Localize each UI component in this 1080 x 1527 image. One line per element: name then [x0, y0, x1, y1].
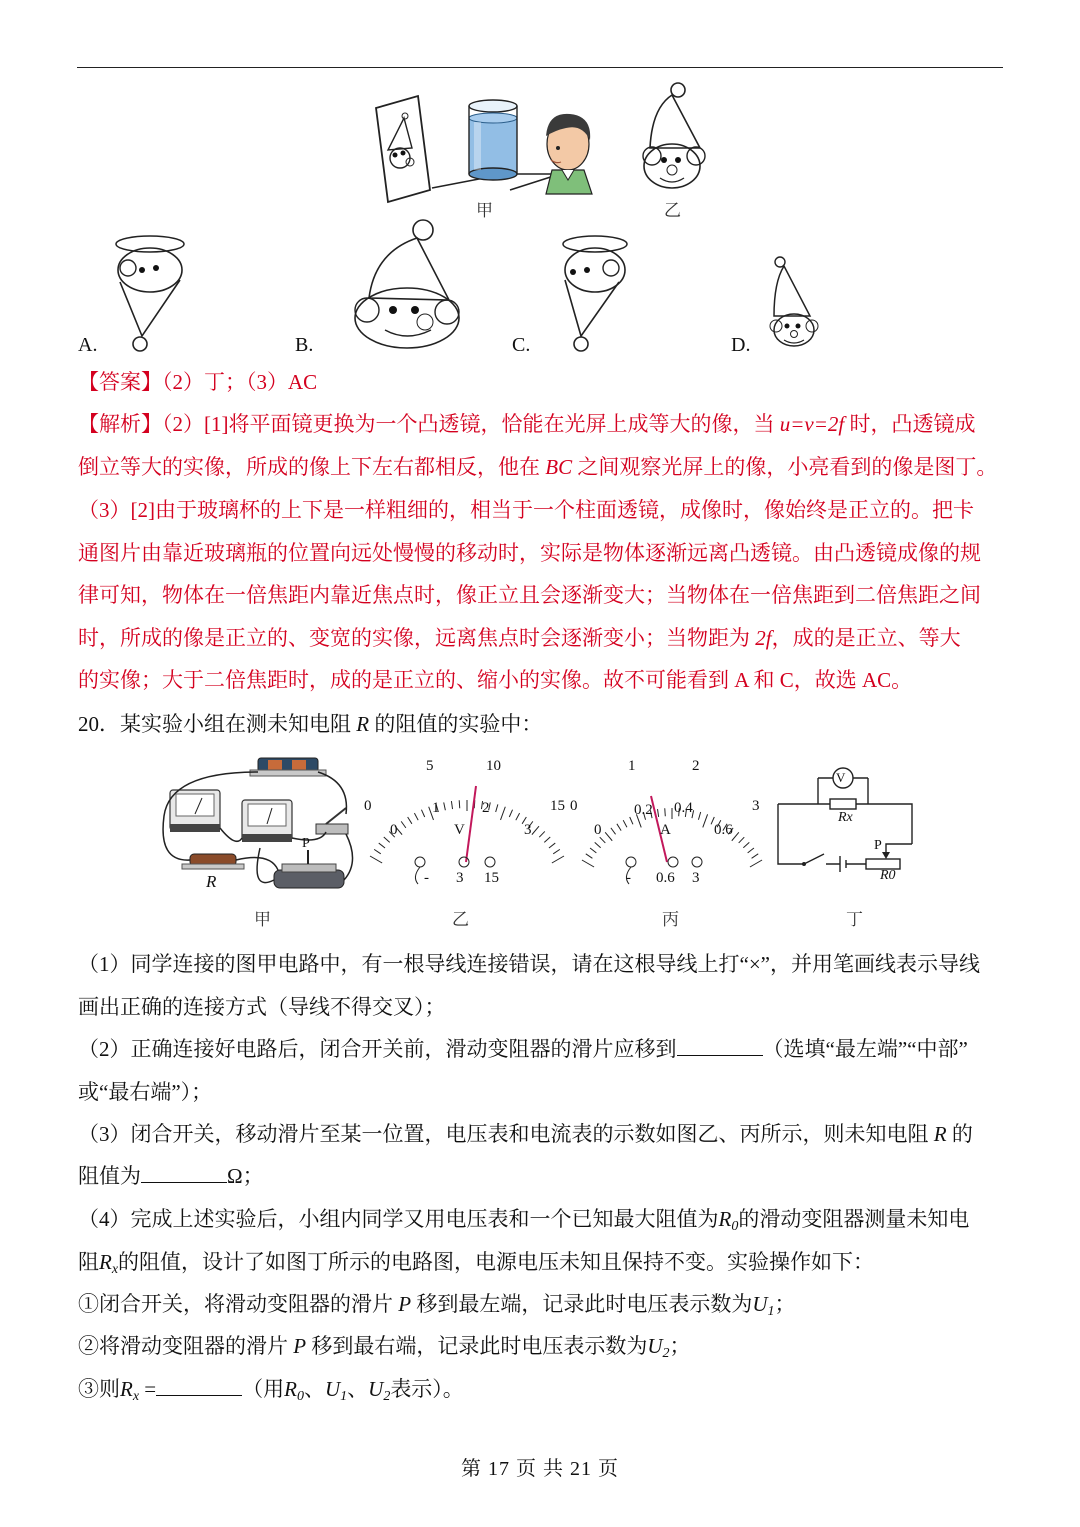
option-b-image — [345, 218, 475, 358]
question-text: 的滑动变阻器测量未知电 — [738, 1207, 970, 1231]
answer-line — [78, 368, 317, 396]
boy-observer — [546, 114, 592, 194]
analysis-text: 倒立等大的实像，所成的像上下左右都相反，他在 — [78, 455, 546, 479]
amp-tick-0-top: 0 — [570, 798, 578, 814]
meter-tick — [414, 813, 418, 820]
amp-tick-1: 1 — [628, 758, 636, 774]
meter-tick — [408, 817, 412, 824]
math-variable: U — [752, 1292, 768, 1316]
math-expression: BC — [545, 455, 573, 479]
analysis-text: （2）[1]将平面镜更换为一个凸透镜，恰能在光屏上成等大的像，当 — [162, 412, 780, 436]
clown-yi — [643, 83, 705, 188]
question-text: ②将滑动变阻器的滑片 — [78, 1334, 294, 1358]
meter-tick — [739, 837, 745, 843]
amp-tick-3: 3 — [752, 798, 760, 814]
answer-blank-4[interactable] — [156, 1377, 242, 1396]
switch-symbol — [804, 854, 824, 864]
meter-tick — [552, 856, 564, 863]
option-b-label: B. — [295, 334, 314, 356]
analysis-text: 之间观察光屏上的像，小亮看到的像是图丁。 — [572, 455, 998, 479]
meter-tick — [501, 807, 506, 820]
cartoon-card — [376, 96, 430, 202]
meter-tick — [539, 831, 545, 837]
math-subscript: 2 — [662, 1346, 670, 1361]
volt-tick-10: 10 — [486, 758, 501, 774]
question-text: ； — [669, 1334, 691, 1358]
meter-tick — [630, 817, 633, 824]
analysis-line-6 — [78, 624, 961, 652]
meter-tick — [496, 804, 498, 812]
math-variable: R — [356, 712, 370, 736]
amp-tick-0-2: 0.2 — [634, 802, 653, 818]
question-text: Ω； — [227, 1164, 264, 1188]
question-text: （4）完成上述实验后，小组内同学又用电压表和一个已知最大阻值为 — [78, 1207, 719, 1231]
math-subscript: 1 — [340, 1389, 348, 1404]
caption-jia-20: 甲 — [254, 910, 271, 929]
meter-tick — [752, 854, 759, 858]
meter-tick — [586, 854, 593, 858]
answer-blank-2[interactable] — [677, 1037, 763, 1056]
meter-tick — [421, 810, 424, 817]
question-text: 20．某实验小组在测未知电阻 — [78, 712, 357, 736]
analysis-line-1 — [78, 410, 975, 438]
separator: 、 — [303, 1377, 325, 1401]
option-a-image — [98, 232, 208, 357]
caption-ding-20: 丁 — [846, 910, 863, 929]
answer-text: （2）丁；（3）AC — [162, 370, 318, 394]
meter-tick — [401, 821, 406, 827]
ding-label-P: P — [874, 838, 882, 853]
volt-term-3: 3 — [456, 870, 464, 886]
header-rule — [77, 67, 1003, 68]
option-c-image — [555, 232, 665, 357]
answer-blank-3[interactable] — [141, 1164, 227, 1183]
option-a-label: A. — [78, 334, 98, 356]
meter-tick — [748, 848, 754, 853]
ding-label-R0: R0 — [880, 868, 896, 883]
meter-tick — [582, 860, 594, 867]
meter-tick — [509, 810, 512, 817]
q20-step1 — [78, 1290, 796, 1326]
q20-part1-line2: 画出正确的连接方式（导线不得交叉）； — [78, 995, 446, 1019]
question-text: 阻值为 — [78, 1164, 141, 1188]
meter-tick — [370, 856, 382, 863]
meter-tick — [553, 849, 560, 853]
q20-step3 — [78, 1375, 464, 1411]
meter-tick — [743, 842, 749, 847]
meter-tick — [374, 849, 381, 853]
caption-jia: 甲 — [476, 201, 493, 220]
glass-cup — [469, 100, 517, 180]
meter-tick — [617, 824, 621, 831]
meter-tick — [658, 809, 659, 817]
voltmeter-needle — [466, 786, 476, 862]
meter-tick — [532, 826, 539, 834]
caption-yi-20: 乙 — [452, 910, 469, 929]
math-variable: U — [647, 1334, 663, 1358]
question-text: 阻 — [78, 1250, 99, 1274]
math-variable: P — [398, 1292, 412, 1316]
battery-symbol — [826, 856, 866, 872]
math-subscript: 0 — [296, 1389, 304, 1404]
q20-part3-line1 — [78, 1120, 973, 1148]
amp-tick-0-4: 0.4 — [674, 800, 693, 816]
analysis-text: 时，所成的像是正立的、变宽的实像，远离焦点时会逐渐变小；当物距为 — [78, 626, 756, 650]
meter-tick — [379, 843, 385, 848]
meter-tick — [384, 837, 390, 842]
meter-tick — [605, 832, 612, 840]
math-variable: P — [293, 1334, 307, 1358]
question-text: （选填“最左端”“中部” — [762, 1037, 968, 1061]
meter-tick — [750, 860, 762, 867]
question-20-stem — [78, 710, 542, 738]
analysis-line-3: （3）[2]由于玻璃杯的上下是一样粗细的，相当于一个柱面透镜，成像时，像始终是正立的。把卡 — [78, 498, 974, 522]
analysis-line-5: 律可知，物体在一倍焦距内靠近焦点时，像正立且会逐渐变大；当物体在一倍焦距到二倍焦距之间 — [78, 583, 981, 607]
answer-tag: 【答案】 — [78, 370, 162, 394]
question-text: 表示）。 — [390, 1377, 464, 1401]
volt-tick-3: 3 — [524, 822, 532, 838]
math-subscript: 0 — [731, 1219, 739, 1234]
amp-term-0-6: 0.6 — [656, 870, 675, 886]
math-subscript: 1 — [767, 1304, 775, 1319]
math-variable: U — [324, 1377, 341, 1401]
question-text: （用 — [242, 1377, 285, 1401]
meter-tick — [665, 808, 666, 816]
q20-part4-line2 — [78, 1248, 874, 1284]
math-subscript: x — [111, 1262, 119, 1277]
ding-label-Rx: Rx — [838, 810, 853, 825]
analysis-line-2 — [78, 453, 997, 481]
volt-unit: V — [454, 822, 465, 838]
q20-part2-line2: 或“最右端”）； — [78, 1080, 213, 1104]
math-variable: R — [120, 1377, 133, 1401]
volt-tick-2: 2 — [482, 800, 490, 816]
question-text: 移到最右端，记录此时电压表示数为 — [306, 1334, 648, 1358]
analysis-line-7: 的实像；大于二倍焦距时，成的是正立的、缩小的实像。故不可能看到 A 和 C，故选 AC。 — [78, 668, 913, 692]
meter-tick — [544, 837, 550, 842]
ding-label-V: V — [836, 770, 846, 785]
amp-tick-0-bottom: 0 — [594, 822, 602, 838]
volt-tick-15: 15 — [550, 798, 565, 814]
equals-sign: = — [139, 1377, 157, 1401]
resistor-rx-symbol — [830, 799, 856, 809]
math-subscript: x — [132, 1389, 140, 1404]
analysis-text: ，成的是正立、等大 — [771, 626, 961, 650]
amp-tick-2: 2 — [692, 758, 700, 774]
meter-tick — [451, 801, 452, 809]
volt-tick-1: 1 — [432, 800, 440, 816]
question-text: ①闭合开关，将滑动变阻器的滑片 — [78, 1292, 399, 1316]
question-text: 的阻值的实验中： — [369, 712, 543, 736]
meter-tick — [444, 802, 446, 810]
amp-tick-0-6: 0.6 — [714, 822, 733, 838]
meter-tick — [623, 820, 627, 827]
math-expression: 2f — [755, 626, 772, 650]
q20-step2 — [78, 1332, 691, 1368]
question-text: ； — [774, 1292, 796, 1316]
option-d-image — [760, 252, 830, 357]
meter-tick — [549, 843, 555, 848]
math-subscript: 2 — [383, 1389, 391, 1404]
math-variable: R — [99, 1250, 112, 1274]
caption-bing-20: 丙 — [662, 910, 679, 929]
meter-tick — [590, 848, 596, 853]
math-variable: U — [368, 1377, 384, 1401]
volt-tick-0-bottom: 0 — [390, 822, 398, 838]
q20-part2-line1 — [78, 1035, 968, 1063]
meter-tick — [703, 814, 708, 827]
math-expression: u=v=2f — [779, 412, 845, 436]
math-variable: R — [933, 1122, 947, 1146]
option-d-label: D. — [731, 334, 751, 356]
caption-yi: 乙 — [664, 201, 681, 220]
question-text: 的阻值，设计了如图丁所示的电路图，电源电压未知且保持不变。实验操作如下： — [118, 1250, 875, 1274]
q20-part4-line1 — [78, 1205, 969, 1241]
meter-tick — [611, 828, 616, 834]
math-variable: R — [718, 1207, 732, 1231]
amp-term-neg: - — [626, 870, 631, 886]
analysis-text: 时，凸透镜成 — [844, 412, 976, 436]
amp-term-3: 3 — [692, 870, 700, 886]
question-text: ③则 — [78, 1377, 120, 1401]
page-footer: 第 17 页 共 21 页 — [461, 1458, 619, 1480]
question-text: 的 — [946, 1122, 973, 1146]
question-text: （3）闭合开关，移动滑片至某一位置，电压表和电流表的示数如图乙、丙所示，则未知电阻 — [78, 1122, 934, 1146]
q20-part3-line2 — [78, 1162, 264, 1190]
option-c-label: C. — [512, 334, 531, 356]
analysis-tag: 【解析】 — [78, 412, 162, 436]
figure-ding-circuit-diagram — [774, 766, 924, 886]
q20-part1-line1: （1）同学连接的图甲电路中，有一根导线连接错误，请在这根导线上打“×”，并用笔画线表示导线 — [78, 952, 980, 976]
volt-tick-0-top: 0 — [364, 798, 372, 814]
meter-tick — [595, 842, 601, 847]
analysis-line-4: 通图片由靠近玻璃瓶的位置向远处慢慢的移动时，实际是物体逐渐远离凸透镜。由凸透镜成像的规 — [78, 541, 981, 565]
figure-jia-circuit — [150, 752, 360, 902]
amp-unit: A — [660, 822, 671, 838]
meter-tick — [459, 800, 460, 808]
volt-term-neg: - — [424, 870, 429, 886]
meter-tick — [698, 812, 700, 820]
meter-tick — [516, 813, 520, 820]
math-variable: R — [284, 1377, 297, 1401]
label-R-jia: R — [206, 872, 217, 891]
question-text: 移到最左端，记录此时电压表示数为 — [411, 1292, 753, 1316]
volt-tick-5: 5 — [426, 758, 434, 774]
volt-term-15: 15 — [484, 870, 499, 886]
label-P-jia: P — [302, 836, 310, 851]
question-text: （2）正确连接好电路后，闭合开关前，滑动变阻器的滑片应移到 — [78, 1037, 677, 1061]
separator: 、 — [347, 1377, 369, 1401]
